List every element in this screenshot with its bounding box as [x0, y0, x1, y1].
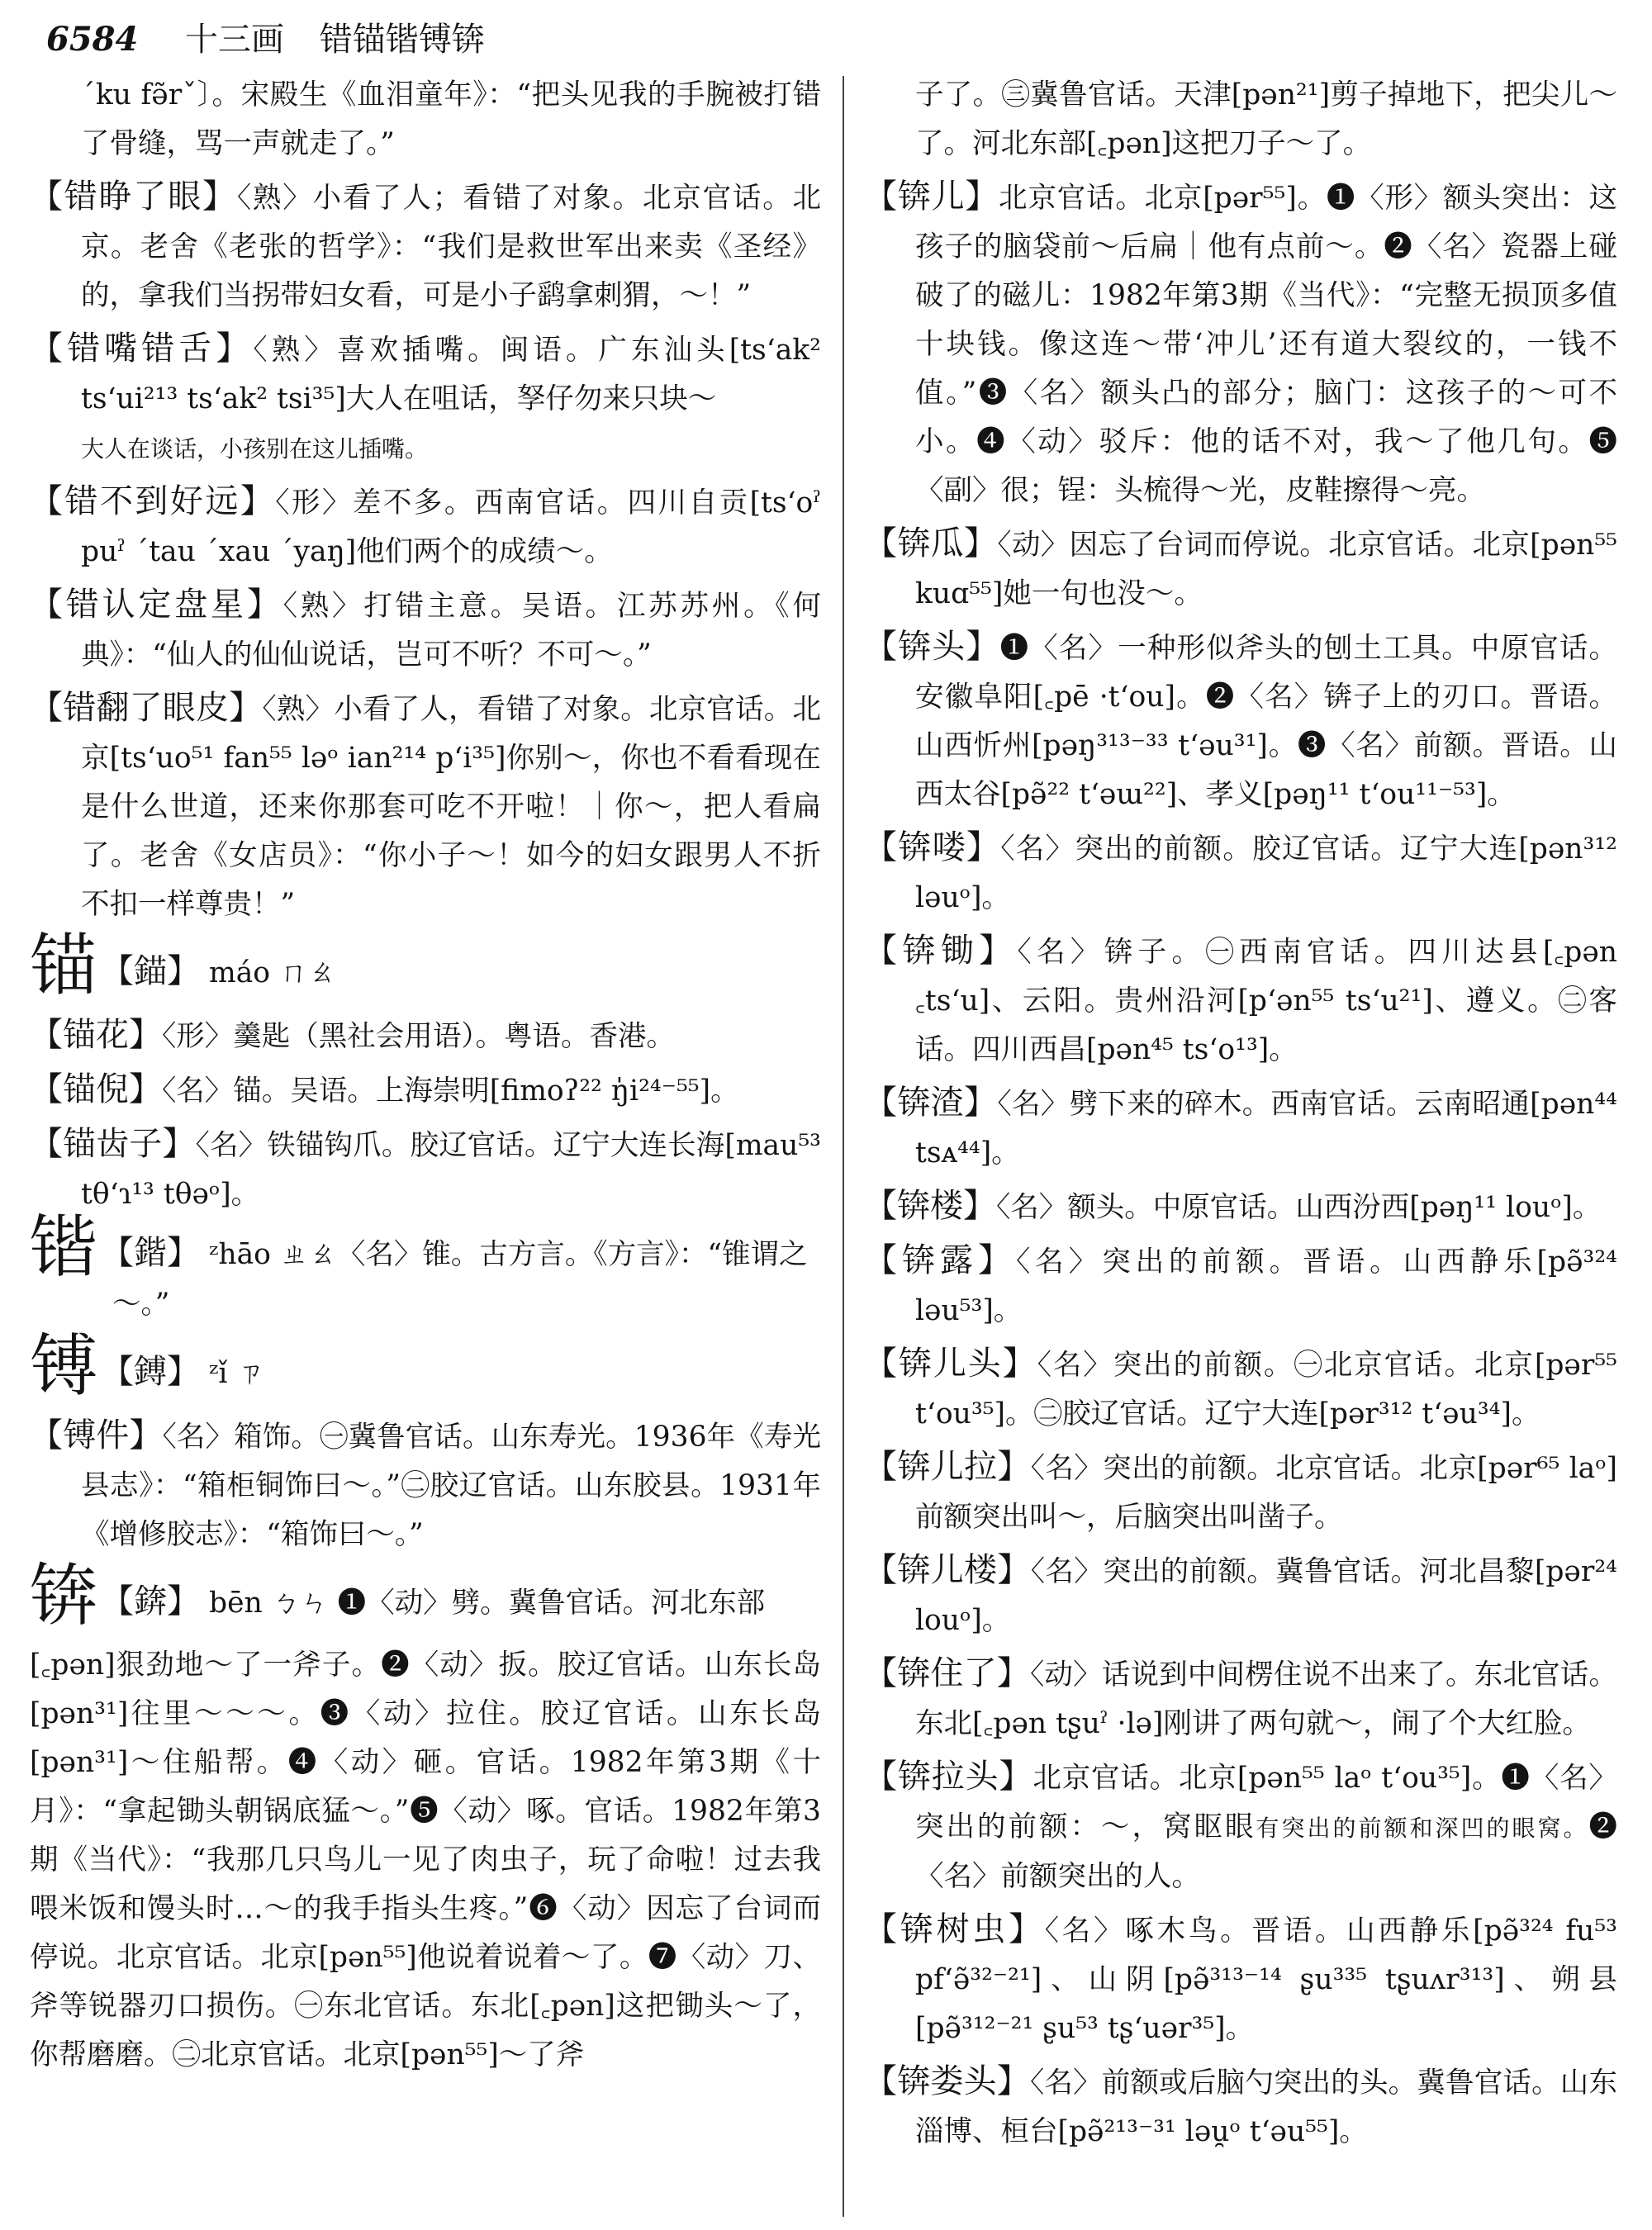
entry-headword: 【锛树虫】	[864, 1910, 1045, 1948]
right-column	[864, 71, 1617, 2218]
continuation-text: ˊku fə̃rˇ〕。宋殿生《血泪童年》：“把头见我的手腕被打错了骨缝，骂一声就走了。”	[81, 78, 821, 160]
head-character: 锛 【錛】 bēn ㄅㄣ ❶〈动〉劈。冀鲁官话。河北东部	[30, 1557, 766, 1635]
head-character: 锚 【錨】 máo ㄇㄠ	[30, 927, 337, 1005]
entry-headword: 【锛儿楼】	[864, 1551, 1031, 1589]
continuation-text: 子了。㊂冀鲁官话。天津[pən²¹]剪子掉地下，把尖儿～了。河北东部[꜀pən]这把刀子～了。	[915, 78, 1617, 160]
left-column	[30, 71, 821, 2218]
column-divider	[843, 76, 844, 2217]
entry-headword: 【错不到好远】	[30, 482, 276, 520]
entry-headword: 【锛喽】	[864, 828, 1001, 866]
dictionary-entry: 【锛楼】〈名〉额头。中原官话。山西汾西[pəŋ¹¹ louᵒ]。	[864, 1187, 1602, 1225]
dictionary-entry: 【错嘴错舌】〈熟〉喜欢插嘴。闽语。广东汕头[tsʻak² tsʻui²¹³ tsʻak² tsi³⁵]大人在咀话，孥仔勿来只块～ 大人在谈话，小孩别在这儿插嘴。	[30, 330, 821, 463]
head-character: 锴 【鍇】 ᶻhāo ㄓㄠ〈名〉锥。古方言。《方言》：“锥谓之～。”	[30, 1208, 808, 1321]
entry-headword: 【锛楼】	[864, 1187, 996, 1225]
dictionary-entry: 【锛瓜】〈动〉因忘了台词而停说。北京官话。北京[pən⁵⁵ kuɑ⁵⁵]她一句也没～。	[864, 524, 1617, 610]
entry-headword: 【锛渣】	[864, 1084, 998, 1122]
dictionary-entry: 【锛儿楼】〈名〉突出的前额。冀鲁官话。河北昌黎[pər²⁴ louᵒ]。	[864, 1551, 1617, 1637]
dictionary-entry: 【锚倪】〈名〉锚。吴语。上海崇明[fimoʔ²² ŋ̍i²⁴⁻⁵⁵]。	[30, 1070, 739, 1108]
entry-headword: 【锚花】	[30, 1016, 162, 1054]
dictionary-entry: 【锛儿头】〈名〉突出的前额。㊀北京官话。北京[pər⁵⁵ tʻou³⁵]。㊁胶辽官话。辽宁大连[pər³¹² tʻəu³⁴]。	[864, 1345, 1617, 1431]
entry-headword: 【错睁了眼】	[30, 178, 237, 216]
entry-headword: 【错翻了眼皮】	[30, 689, 263, 727]
dictionary-entry: 【错认定盘星】〈熟〉打错主意。吴语。江苏苏州。《何典》：“仙人的仙仙说话，岂可不听？不可～。”	[30, 586, 821, 671]
stroke-count: 十三画	[185, 21, 285, 59]
entry-headword: 【锛露】	[864, 1241, 1016, 1279]
dictionary-entry: 【锛儿拉】〈名〉突出的前额。北京官话。北京[pər⁶⁵ laᵒ]前额突出叫～，后脑突出叫凿子。	[864, 1448, 1617, 1534]
dictionary-entry: 【镈件】〈名〉箱饰。㊀冀鲁官话。山东寿光。1936年《寿光县志》：“箱柜铜饰曰～。”㊁胶辽官话。山东胶县。1931年《增修胶志》：“箱饰曰～。”	[30, 1416, 821, 1551]
dictionary-entry: 【锛露】〈名〉突出的前额。晋语。山西静乐[pə̃³²⁴ ləu⁵³]。	[864, 1241, 1617, 1327]
dictionary-entry: 【锚齿子】〈名〉铁锚钩爪。胶辽官话。辽宁大连长海[mau⁵³ tθʻɿ¹³ tθəᵒ]。	[30, 1125, 821, 1211]
page-header	[46, 15, 1602, 64]
entry-headword: 【锚倪】	[30, 1070, 162, 1108]
example-gloss: 大人在谈话，小孩别在这儿插嘴。	[81, 435, 429, 463]
dictionary-entry: 【错睁了眼】〈熟〉小看了人；看错了对象。北京官话。北京。老舍《老张的哲学》：“我们是救世军出来卖《圣经》的，拿我们当拐带妇女看，可是小子鹞拿刺猬，～！”	[30, 178, 821, 312]
entry-headword: 【锛头】	[864, 628, 1000, 666]
dictionary-entry: 【锛拉头】北京官话。北京[pən⁵⁵ laᵒ tʻou³⁵]。❶〈名〉突出的前额：～，窝眍眼有突出的前额和深凹的眼窝。❷〈名〉前额突出的人。	[864, 1758, 1617, 1893]
entry-headword: 【锛儿拉】	[864, 1448, 1031, 1486]
dictionary-entry: 【锛头】❶〈名〉一种形似斧头的刨土工具。中原官话。安徽阜阳[꜀pē ·tʻou]。❷〈名〉锛子上的刃口。晋语。山西忻州[pəŋ³¹³⁻³³ tʻəu³¹]。❸〈名〉前额。晋语。山西太谷[pə̃²² tʻəɯ²²]、孝义[pəŋ¹¹ tʻou¹¹⁻⁵³]。	[864, 628, 1617, 811]
entry-headword: 【锛儿头】	[864, 1345, 1037, 1383]
entry-headword: 【锚齿子】	[30, 1125, 196, 1163]
entry-headword: 【错认定盘星】	[30, 586, 283, 624]
dictionary-entry: 【错翻了眼皮】〈熟〉小看了人，看错了对象。北京官话。北京[tsʻuo⁵¹ fan⁵⁵ ləᵒ ian²¹⁴ pʻi³⁵]你别～，你也不看看现在是什么世道，还来你那套可吃不开啦！｜你～，把人看扁了。老舍《女店员》：“你小子～！如今的妇女跟男人不折不扣一样尊贵！”	[30, 689, 821, 921]
page-number: 6584	[46, 20, 139, 59]
header-characters: 错锚锴镈锛	[319, 21, 485, 59]
head-character: 镈 【鎛】 ᶻǐ ㄗ	[30, 1327, 265, 1406]
dictionary-entry: 【锛娄头】〈名〉前额或后脑勺突出的头。冀鲁官话。山东淄博、桓台[pə̃²¹³⁻³¹ ləu̯ᵒ tʻəu⁵⁵]。	[864, 2062, 1617, 2148]
entry-headword: 【镈件】	[30, 1416, 163, 1454]
dictionary-entry: 【锛喽】〈名〉突出的前额。胶辽官话。辽宁大连[pən³¹² ləuᵒ]。	[864, 828, 1617, 914]
entry-headword: 【锛娄头】	[864, 2062, 1030, 2100]
entry-headword: 【锛拉头】	[864, 1758, 1033, 1796]
dictionary-entry: 【锛住了】〈动〉话说到中间楞住说不出来了。东北官话。东北[꜀pən tʂuˀ ·lə]刚讲了两句就～，闹了个大红脸。	[864, 1654, 1617, 1740]
dictionary-entry: 【锛树虫】〈名〉啄木鸟。晋语。山西静乐[pə̃³²⁴ fu⁵³ pfʻə̃³²⁻²¹]、山阴[pə̃³¹³⁻¹⁴ ʂu³³⁵ tʂuʌr³¹³]、朔县[pə̃³¹²⁻²¹ ʂu⁵³ tʂʻuər³⁵]。	[864, 1910, 1617, 2045]
example-gloss: 有突出的前额和深凹的眼窝。	[1256, 1815, 1589, 1842]
entry-headword: 【锛儿】	[864, 178, 999, 216]
continuation-text: [꜀pən]狠劲地～了一斧子。❷〈动〉扳。胶辽官话。山东长岛[pən³¹]往里～～～。❸〈动〉拉住。胶辽官话。山东长岛[pən³¹]～住船帮。❹〈动〉砸。官话。1982年第3期《十月》：“拿起锄头朝锅底猛～。”❺〈动〉啄。官话。1982年第3期《当代》：“我那几只鸟儿一见了肉虫子，玩了命啦！过去我喂米饭和馒头时…～的我手指头生疼。”❻〈动〉因忘了台词而停说。北京官话。北京[pən⁵⁵]他说着说着～了。❼〈动〉刀、斧等锐器刃口损伤。㊀东北官话。东北[꜀pən]这把锄头～了，你帮磨磨。㊁北京官话。北京[pən⁵⁵]～了斧	[30, 1649, 821, 2071]
entry-headword: 【锛瓜】	[864, 524, 998, 562]
entry-headword: 【错嘴错舌】	[30, 330, 254, 368]
dictionary-entry: 【锛儿】北京官话。北京[pər⁵⁵]。❶〈形〉额头突出：这孩子的脑袋前～后扁｜他有点前～。❷〈名〉瓷器上碰破了的磁儿：1982年第3期《当代》：“完整无损顶多值十块钱。像这连～带‘冲儿’还有道大裂纹的，一钱不值。”❸〈名〉额头凸的部分；脑门：这孩子的～可不小。❹〈动〉驳斥：他的话不对，我～了他几句。❺〈副〉很；锃：头梳得～光，皮鞋擦得～亮。	[864, 178, 1617, 507]
dictionary-entry: 【锛渣】〈名〉劈下来的碎木。西南官话。云南昭通[pən⁴⁴ tsᴀ⁴⁴]。	[864, 1084, 1617, 1170]
dictionary-entry: 【错不到好远】〈形〉差不多。西南官话。四川自贡[tsʻoˀ puˀ ˊtau ˊxau ˊyaŋ]他们两个的成绩～。	[30, 482, 821, 568]
dictionary-entry: 【锛锄】〈名〉锛子。㊀西南官话。四川达县[꜀pən ꜀tsʻu]、云阳。贵州沿河[pʻən⁵⁵ tsʻu²¹]、遵义。㊁客话。四川西昌[pən⁴⁵ tsʻo¹³]。	[864, 932, 1617, 1066]
dictionary-entry: 【锚花】〈形〉羹匙（黑社会用语）。粤语。香港。	[30, 1016, 675, 1054]
entry-headword: 【锛住了】	[864, 1654, 1030, 1692]
entry-headword: 【锛锄】	[864, 932, 1018, 970]
